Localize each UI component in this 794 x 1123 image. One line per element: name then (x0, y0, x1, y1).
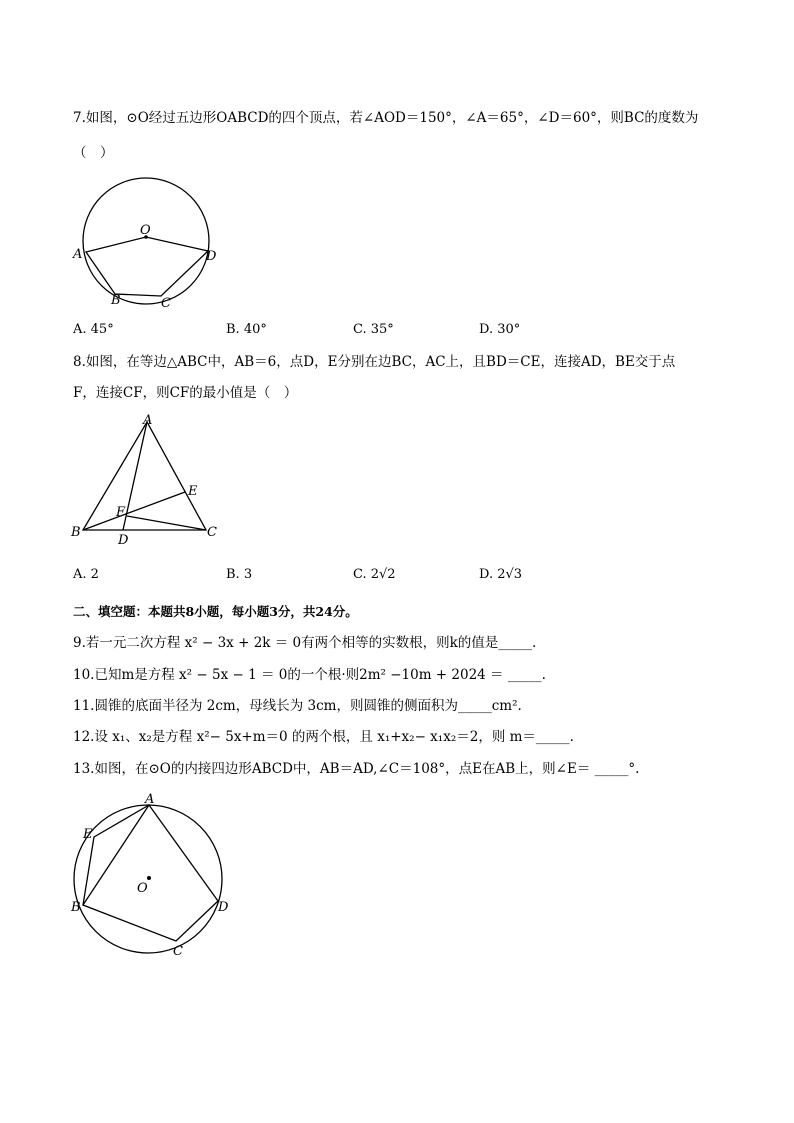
q13-label-D: D (218, 900, 229, 915)
q8-option-b: B. 3 (226, 567, 253, 582)
q13-label-B: B (71, 900, 81, 915)
q7-stem-cont: （ ） (73, 145, 114, 161)
section-heading-fill-blank: 二、填空题：本题共8小题，每小题3分，共24分。 (73, 604, 358, 619)
q7-label-C: C (161, 296, 171, 311)
q8-label-C: C (207, 525, 217, 540)
q7-option-a: A. 45° (73, 322, 114, 337)
q7-option-b: B. 40° (226, 322, 267, 337)
q8-triangle (83, 422, 206, 530)
q8-stem: 8.如图，在等边△ABC中，AB＝6，点D，E分别在边BC，AC上，且BD＝CE，连接AD，BE交于点 (73, 354, 676, 370)
q7-label-O: O (140, 223, 151, 238)
q13-label-O: O (137, 881, 148, 896)
q11-stem: 11.圆锥的底面半径为 2cm，母线长为 3cm，则圆锥的侧面积为_____cm². (73, 698, 522, 714)
q8-option-a: A. 2 (73, 567, 99, 582)
q13-label-A: A (145, 792, 155, 807)
q13-label-E: E (83, 827, 93, 842)
q10-stem: 10.已知m是方程 x² − 5x − 1 ＝ 0的一个根·则2m² −10m + 2024 ＝ _____. (73, 667, 546, 683)
q13-figure (65, 788, 240, 958)
q7-stem: 7.如图，⊙O经过五边形OABCD的四个顶点，若∠AOD＝150°，∠A＝65°，∠D＝60°，则BC的度数为 (73, 110, 699, 126)
q13-center-dot (147, 876, 151, 880)
q8-label-B: B (71, 525, 81, 540)
q13-stem: 13.如图，在⊙O的内接四边形ABCD中，AB＝AD,∠C＝108°，点E在AB上，则∠E＝ _____°. (73, 761, 640, 777)
q7-label-A: A (73, 247, 83, 262)
q8-stem-cont: F，连接CF，则CF的最小值是（ ） (73, 385, 298, 401)
q7-option-d: D. 30° (479, 322, 521, 337)
q8-segment-BE (83, 492, 185, 530)
q8-label-E: E (188, 484, 198, 499)
q7-option-c: C. 35° (353, 322, 394, 337)
q13-quadrilateral (83, 805, 218, 941)
q8-label-A: A (143, 413, 153, 428)
q12-stem: 12.设 x₁、x₂是方程 x²− 5x+m＝0 的两个根，且 x₁+x₂− x₁x₂＝2，则 m＝_____. (73, 729, 574, 745)
q7-figure (65, 170, 235, 315)
q7-label-D: D (206, 249, 217, 264)
q9-stem: 9.若一元二次方程 x² − 3x + 2k ＝ 0有两个相等的实数根，则k的值是_____. (73, 635, 537, 651)
q8-segment-CF (127, 516, 206, 530)
q13-label-C: C (173, 944, 183, 958)
q8-figure (65, 412, 225, 550)
q8-label-F: F (116, 505, 126, 520)
q7-label-B: B (111, 293, 121, 308)
q8-option-c: C. 2√2 (353, 567, 396, 582)
q8-option-d: D. 2√3 (479, 567, 523, 582)
q8-label-D: D (118, 533, 129, 548)
q7-circle (83, 178, 209, 304)
